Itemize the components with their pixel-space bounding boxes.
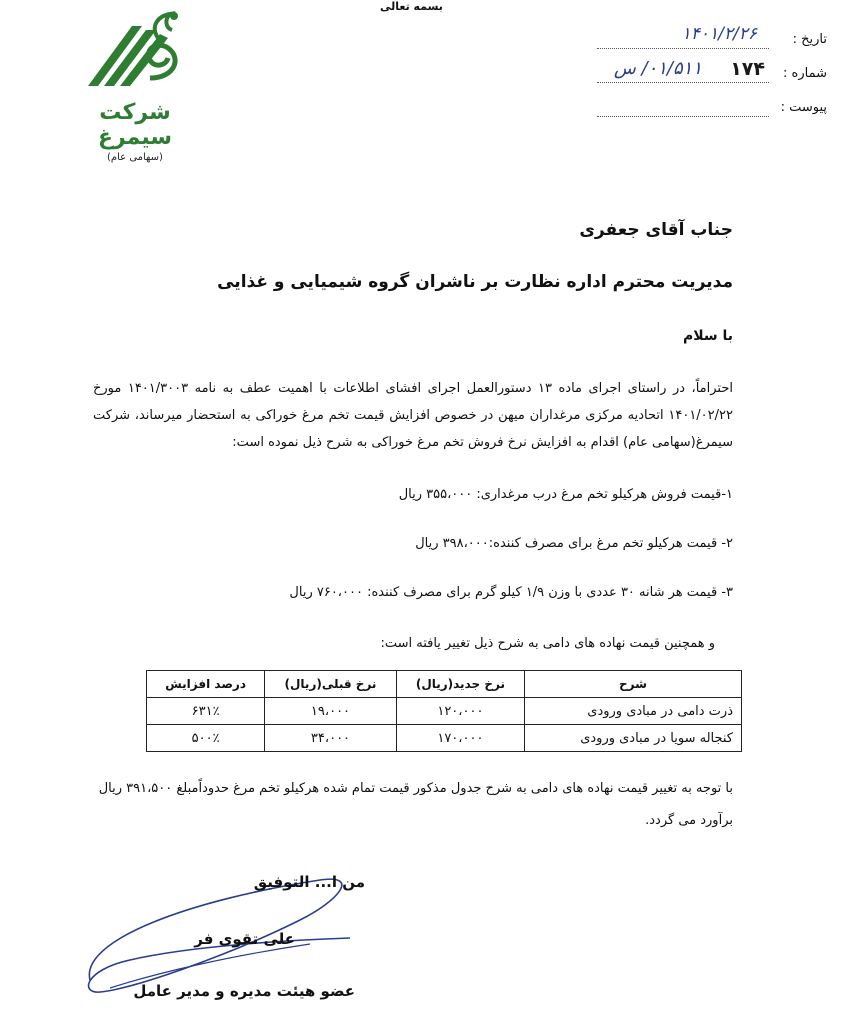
attachment-line [597,116,769,117]
attachment-row [597,98,827,122]
number-value: ۱۷۴ [730,58,765,80]
row-desc: ذرت دامی در مبادی ورودی [525,698,742,725]
letter-meta [577,18,827,128]
date-label: تاریخ : [792,32,827,47]
row-increase: ۵۰۰٪ [147,725,265,752]
item-1: ۱-قیمت فروش هرکیلو تخم مرغ درب مرغداری: ۳۵۵،۰۰۰ ریال [398,487,733,502]
attachment-label: پیوست : [780,100,827,115]
price-table [146,670,742,752]
signer-name: علی تقوی فر [194,930,295,948]
company-name: شرکت سیمرغ [97,100,173,150]
conclusion: با توجه به تغییر قیمت نهاده های دامی به شرح جدول مذکور قیمت تمام شده هرکیلو تخم مرغ حدوداًمبلغ ۳۹۱،۵۰۰ ریال برآورد می گردد. [98,781,733,828]
date-row [597,24,827,54]
body-paragraph: احتراماً، در راستای اجرای ماده ۱۳ دستورالعمل اجرای افشای اطلاعات با اهمیت عطف به نامه ۱۴۰۱/۳۰۰۳ مورخ ۱۴۰۱/۰۲/۲۲ اتحادیه مرکزی مرغداران میهن در خصوص افزایش قیمت تخم مرغ خوراکی به استحضار میرساند، شرکت سیمرغ(سهامی عام) اقدام به افزایش نرخ فروش تخم مرغ خوراکی به شرح ذیل نموده است: [93,381,733,450]
header-new-rate: نرخ جدید(ریال) [396,671,524,698]
row-old-rate: ۳۴،۰۰۰ [265,725,397,752]
row-desc: کنجاله سویا در مبادی ورودی [525,725,742,752]
row-increase: ۶۳۱٪ [147,698,265,725]
row-old-rate: ۱۹،۰۰۰ [265,698,397,725]
bless-text: بسمه تعالی [380,0,443,13]
company-logo [60,8,210,163]
number-row [597,58,827,88]
recipient: جناب آقای جعفری [579,220,733,240]
closing-phrase: من ا... التوفیق [253,873,365,891]
greeting: با سلام [682,328,733,344]
company-type: (سهامی عام) [107,152,163,163]
item-2: ۲- قیمت هرکیلو تخم مرغ برای مصرف کننده:۳۹۸،۰۰۰ ریال [415,536,733,551]
number-label: شماره : [783,66,827,81]
table-intro: و همچنین قیمت نهاده های دامی به شرح ذیل تغییر یافته است: [380,636,715,651]
row-new-rate: ۱۷۰،۰۰۰ [396,725,524,752]
table-header-row [147,671,742,698]
table-row [147,698,742,725]
date-value: ۱۴۰۱/۲/۲۶ [681,24,757,44]
table-row [147,725,742,752]
number-hand: ۰۱/۵۱۱/ س [613,58,702,79]
header-old-rate: نرخ قبلی(ریال) [265,671,397,698]
number-line [597,82,769,83]
letter-title: مدیریت محترم اداره نظارت بر ناشران گروه شیمیایی و غذایی [217,272,733,292]
item-3: ۳- قیمت هر شانه ۳۰ عددی با وزن ۱/۹ کیلو گرم برای مصرف کننده: ۷۶۰،۰۰۰ ریال [289,585,733,600]
row-new-rate: ۱۲۰،۰۰۰ [396,698,524,725]
date-line [597,48,769,49]
header-desc: شرح [525,671,742,698]
signer-role: عضو هیئت مدیره و مدیر عامل [133,982,355,1000]
simorgh-logo-icon [80,8,190,98]
header-increase: درصد افزایش [147,671,265,698]
